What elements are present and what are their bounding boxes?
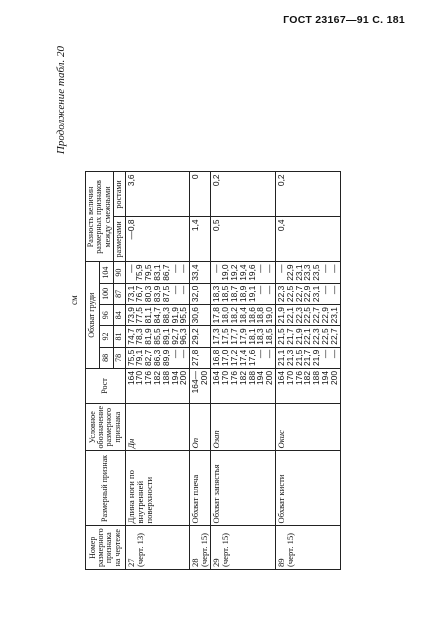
cell-c1: 21,1 21,3 21,5 21,7 21,9 — — bbox=[275, 347, 340, 368]
unit-label: см bbox=[69, 295, 79, 305]
cell-c5: — 19,0 19,2 19,4 19,6 — — bbox=[211, 262, 276, 283]
cell-num: 28 (черт. 15) bbox=[190, 526, 211, 570]
cell-c4: 18,3 18,5 18,7 18,9 19,1 — — bbox=[211, 283, 276, 304]
cell-c5: 33,4 bbox=[190, 262, 211, 283]
cell-c2: 17,3 17,5 17,7 17,9 18,1 18,3 18,5 bbox=[211, 326, 276, 347]
cell-c1: 16,8 17,0 17,2 17,4 17,6 — — bbox=[211, 347, 276, 368]
cell-dheight: 0 bbox=[190, 172, 211, 217]
cell-c4: 32,0 bbox=[190, 283, 211, 304]
cell-c2: 29,2 bbox=[190, 326, 211, 347]
cell-dsize: 1,4 bbox=[190, 217, 211, 262]
cell-heights: 164 170 176 182 188 194 200 bbox=[211, 369, 276, 404]
cell-c1: 27,8 bbox=[190, 347, 211, 368]
cell-feature: Обхват кисти bbox=[275, 451, 340, 526]
cell-dsize: 0,4 bbox=[275, 217, 340, 262]
cell-c4: 22,3 22,5 22,7 22,9 23,1 — — bbox=[275, 283, 340, 304]
cell-num: 89 (черт. 15) bbox=[275, 526, 340, 570]
cell-c2: 21,5 21,7 21,9 22,1 22,3 22,5 22,7 bbox=[275, 326, 340, 347]
chest-96: 96 bbox=[100, 305, 114, 326]
waist-81: 81 bbox=[114, 326, 125, 347]
cell-dsize: —0,8 bbox=[125, 217, 190, 262]
cell-num: 29 (черт. 15) bbox=[211, 526, 276, 570]
cell-c3: 17,8 18,0 18,2 18,4 18,6 18,8 19,0 bbox=[211, 305, 276, 326]
table-caption: Продолжение табл. 20 bbox=[55, 46, 67, 155]
cell-num: 27 (черт. 13) bbox=[125, 526, 190, 570]
cell-dheight: 3,6 bbox=[125, 172, 190, 217]
page-header: ГОСТ 23167—91 С. 181 bbox=[283, 14, 405, 26]
cell-heights: 164 170 176 182 188 194 200 bbox=[275, 369, 340, 404]
table-row bbox=[190, 172, 211, 570]
measurement-table bbox=[85, 171, 341, 570]
col-header-chest: Обхват груди bbox=[86, 262, 100, 369]
cell-c5: — 75,9 79,5 83,1 86,7 — — bbox=[125, 262, 190, 283]
cell-c5: — 22,9 23,1 23,3 23,5 — — bbox=[275, 262, 340, 283]
waist-90: 90 bbox=[114, 262, 125, 283]
cell-c1: 75,5 79,1 82,7 86,3 89,9 — — bbox=[125, 347, 190, 368]
table-row bbox=[211, 172, 276, 570]
cell-heights: 164—200 bbox=[190, 369, 211, 404]
cell-dheight: 0,2 bbox=[211, 172, 276, 217]
cell-symbol: Окис bbox=[275, 404, 340, 451]
waist-78: 78 bbox=[114, 347, 125, 368]
cell-dsize: 0,5 bbox=[211, 217, 276, 262]
cell-dheight: 0,2 bbox=[275, 172, 340, 217]
chest-104: 104 bbox=[100, 262, 114, 283]
rotated-table-area bbox=[55, 40, 410, 570]
cell-symbol: Дн bbox=[125, 404, 190, 451]
col-header-diff-heights: ростами bbox=[114, 172, 125, 217]
table-row bbox=[275, 172, 340, 570]
col-header-num: Номер размерного признака на чертеже bbox=[86, 526, 126, 570]
cell-c4: 73,1 76,7 80,3 83,9 87,5 — — bbox=[125, 283, 190, 304]
cell-c3: 73,9 77,5 81,1 84,7 88,3 91,9 95,5 bbox=[125, 305, 190, 326]
col-header-symbol: Условное обозначение размерного признака bbox=[86, 404, 126, 451]
col-header-height: Рост bbox=[86, 369, 126, 404]
cell-symbol: Оп bbox=[190, 404, 211, 451]
cell-c3: 21,9 22,1 22,3 22,5 22,7 22,9 23,1 bbox=[275, 305, 340, 326]
cell-c3: 30,6 bbox=[190, 305, 211, 326]
waist-84: 84 bbox=[114, 305, 125, 326]
col-header-diff-sizes: размерами bbox=[114, 217, 125, 262]
col-header-feature: Размерный признак bbox=[86, 451, 126, 526]
table-row bbox=[125, 172, 190, 570]
chest-92: 92 bbox=[100, 326, 114, 347]
cell-feature: Обхват плеча bbox=[190, 451, 211, 526]
cell-feature: Длина ноги по внутренней поверхности bbox=[125, 451, 190, 526]
cell-symbol: Озап bbox=[211, 404, 276, 451]
cell-heights: 164 170 176 182 188 194 200 bbox=[125, 369, 190, 404]
chest-88: 88 bbox=[100, 347, 114, 368]
chest-100: 100 bbox=[100, 283, 114, 304]
waist-87: 87 bbox=[114, 283, 125, 304]
col-header-diff: Разность величин размерных признаков между смежными bbox=[86, 172, 114, 262]
cell-c2: 74,7 78,3 81,9 85,5 89,1 92,7 96,3 bbox=[125, 326, 190, 347]
cell-feature: Обхват запястья bbox=[211, 451, 276, 526]
